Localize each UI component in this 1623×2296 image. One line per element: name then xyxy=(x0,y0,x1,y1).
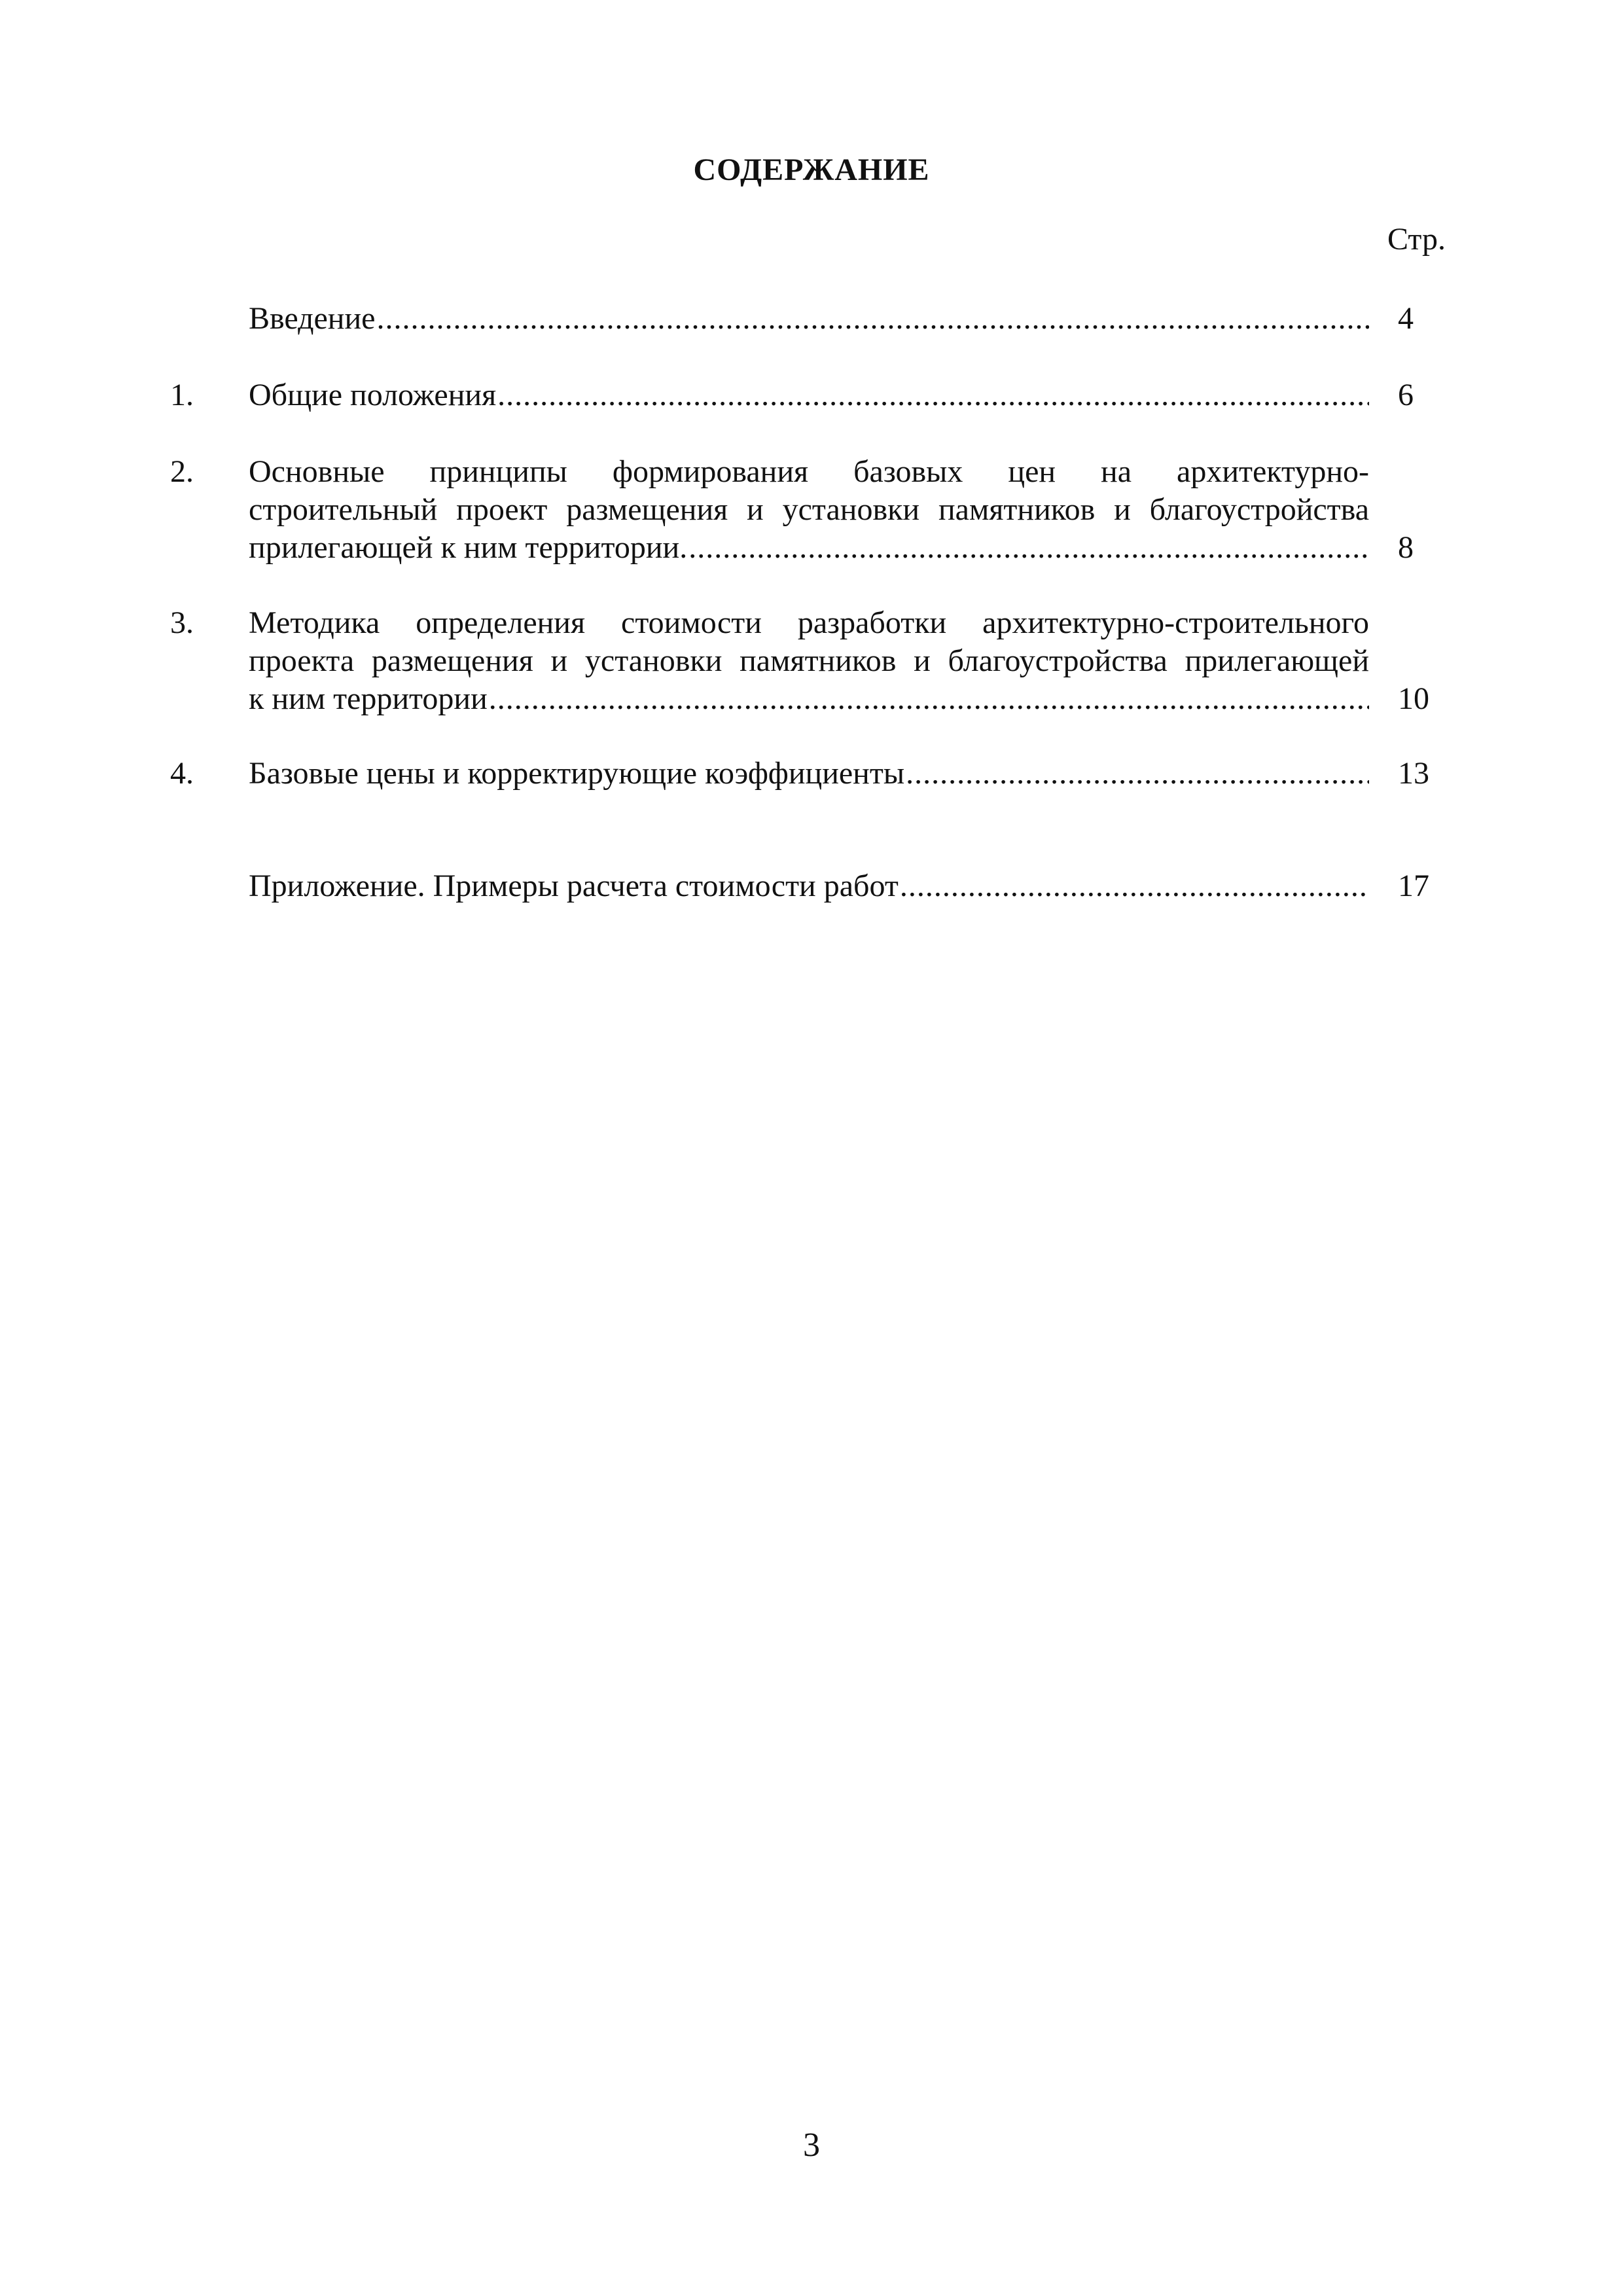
dot-leader xyxy=(376,300,1369,338)
toc-line xyxy=(249,680,1369,718)
toc-page-number: 17 xyxy=(1398,869,1429,903)
dot-leader xyxy=(906,755,1369,793)
dot-leader xyxy=(489,680,1369,718)
toc-entry-text xyxy=(249,376,1369,414)
toc-page-number: 6 xyxy=(1398,378,1414,412)
toc-entry-introduction[interactable] xyxy=(170,300,1440,338)
toc-line: проекта размещения и установки памятников и благоустройства прилегающей xyxy=(249,643,1369,678)
toc-entry-text xyxy=(249,867,1369,905)
toc-page-number: 4 xyxy=(1398,301,1414,336)
toc-entry-title: Введение xyxy=(249,301,376,336)
toc-entry-number: 2. xyxy=(170,454,194,489)
toc-entry-appendix[interactable] xyxy=(170,867,1440,905)
toc-line: Методика определения стоимости разработки архитектурно-строительного xyxy=(249,605,1369,640)
toc-entry-3[interactable] xyxy=(170,604,1440,718)
toc-line xyxy=(249,376,1369,414)
pages-column-header: Стр. xyxy=(1387,222,1446,257)
toc-entry-number: 3. xyxy=(170,605,194,640)
toc-entry-number: 4. xyxy=(170,756,194,791)
toc-line: Основные принципы формирования базовых цен на архитектурно- xyxy=(249,454,1369,489)
toc-entry-text xyxy=(249,453,1369,567)
toc-line xyxy=(249,529,1369,567)
toc-entry-1[interactable] xyxy=(170,376,1440,414)
toc-entry-text xyxy=(249,755,1369,793)
toc-line: строительный проект размещения и установки памятников и благоустройства xyxy=(249,492,1369,527)
toc-page-number: 8 xyxy=(1398,530,1414,565)
toc-entry-text xyxy=(249,604,1369,718)
toc-entry-title: Базовые цены и корректирующие коэффициенты xyxy=(249,756,905,791)
toc-entry-text xyxy=(249,300,1369,338)
toc-line xyxy=(249,755,1369,793)
toc-entry-2[interactable] xyxy=(170,453,1440,567)
toc-entry-title: Общие положения xyxy=(249,378,497,412)
document-title: СОДЕРЖАНИЕ xyxy=(693,152,930,187)
page-number: 3 xyxy=(803,2126,820,2164)
dot-leader xyxy=(497,376,1369,414)
dot-leader xyxy=(900,867,1369,905)
toc-entry-title: Приложение. Примеры расчета стоимости работ xyxy=(249,869,899,903)
toc-line xyxy=(249,300,1369,338)
toc-entry-title-end: к ним территории xyxy=(249,681,488,716)
toc-entry-number: 1. xyxy=(170,378,194,412)
toc-entry-4[interactable] xyxy=(170,755,1440,793)
toc-entry-title-end: прилегающей к ним территории. xyxy=(249,530,688,565)
toc-page-number: 10 xyxy=(1398,681,1429,716)
toc-line xyxy=(249,867,1369,905)
toc-page-number: 13 xyxy=(1398,756,1429,791)
dot-leader xyxy=(688,529,1369,567)
